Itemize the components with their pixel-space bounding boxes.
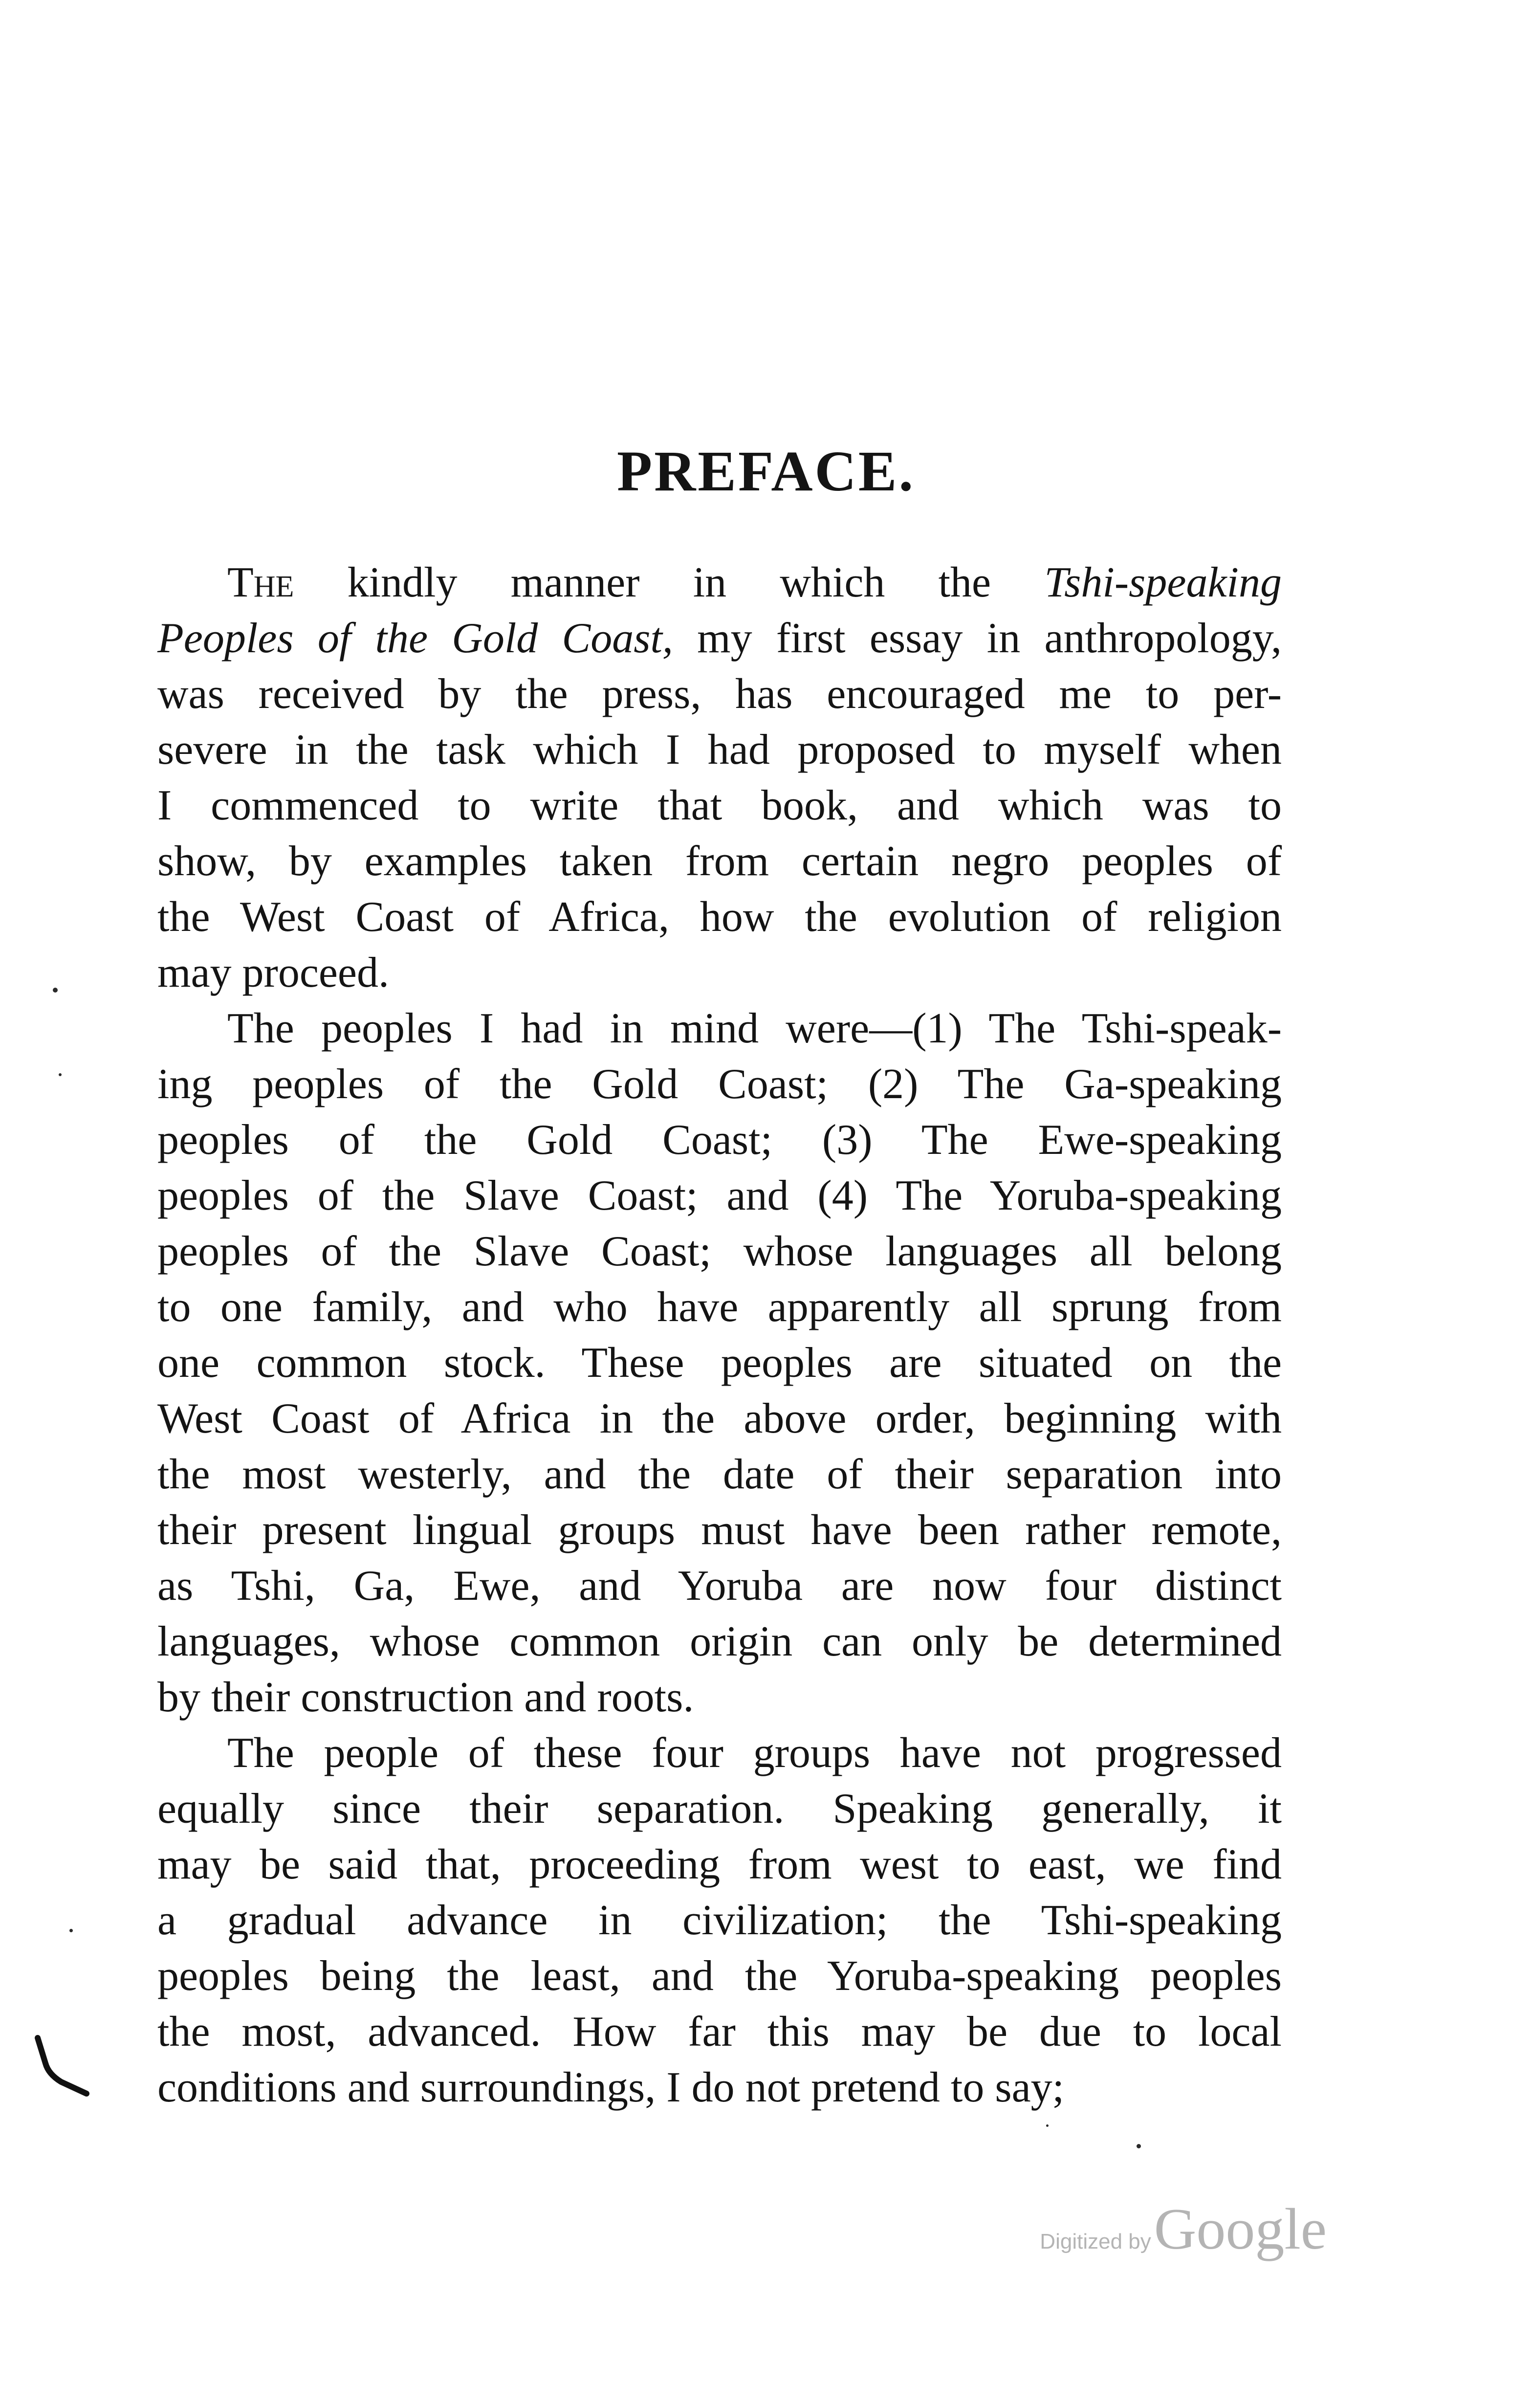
google-logo: Google xyxy=(1154,2196,1327,2261)
scan-speck xyxy=(53,988,58,993)
text-line xyxy=(157,1447,1282,1502)
text-line xyxy=(157,555,1282,611)
text-segment: peoples being the least, and the Yoruba-speaking peoples xyxy=(157,1952,1282,2000)
text-line xyxy=(157,1837,1282,1893)
text-segment: one common stock. These peoples are situated on the xyxy=(157,1339,1282,1387)
text-line xyxy=(157,1614,1282,1670)
text-line xyxy=(157,1057,1282,1112)
scan-speck xyxy=(1046,2124,1049,2127)
text-line xyxy=(157,1335,1282,1391)
text-line xyxy=(157,1948,1282,2004)
text-segment: show, by examples taken from certain negro peoples of xyxy=(157,838,1282,885)
text-line xyxy=(157,611,1282,666)
text-segment: West Coast of Africa in the above order, beginning with xyxy=(157,1395,1282,1442)
text-segment: I commenced to write that book, and which was to xyxy=(157,782,1282,829)
text-segment: kindly manner in which the xyxy=(294,559,1045,606)
text-line xyxy=(157,1391,1282,1447)
text-line xyxy=(157,722,1282,778)
text-line xyxy=(157,945,1282,1001)
text-line xyxy=(157,666,1282,722)
scan-speck xyxy=(69,1929,73,1932)
text-line xyxy=(157,1168,1282,1224)
text-segment: peoples of the Gold Coast; (3) The Ewe-speaking xyxy=(157,1116,1282,1164)
text-line xyxy=(157,778,1282,834)
text-segment: may be said that, proceeding from west to east, we find xyxy=(157,1841,1282,1888)
page-title: PREFACE. xyxy=(617,439,915,503)
text-segment: languages, whose common origin can only be determined xyxy=(157,1618,1282,1665)
paragraph xyxy=(157,1001,1282,1725)
paragraph xyxy=(157,555,1282,1001)
text-segment: severe in the task which I had proposed to myself when xyxy=(157,726,1282,773)
text-segment: equally since their separation. Speaking generally, it xyxy=(157,1785,1282,1833)
text-segment: the most, advanced. How far this may be due to local xyxy=(157,2008,1282,2055)
scan-scratch xyxy=(27,2029,95,2102)
text-line xyxy=(157,2004,1282,2060)
text-segment: may proceed. xyxy=(157,949,389,996)
text-line xyxy=(157,834,1282,889)
text-segment: ing peoples of the Gold Coast; (2) The Ga-speaking xyxy=(157,1060,1282,1108)
text-line xyxy=(157,1670,1282,1725)
text-segment: as Tshi, Ga, Ewe, and Yoruba are now four distinct xyxy=(157,1562,1282,1610)
text-segment: the most westerly, and the date of their separation into xyxy=(157,1451,1282,1498)
text-line xyxy=(157,1725,1282,1781)
digitized-label: Digitized by xyxy=(1040,2230,1151,2253)
text-line xyxy=(157,1224,1282,1280)
italic-text: Peoples of the Gold Coast, xyxy=(157,615,673,662)
text-segment: their present lingual groups must have been rather remote, xyxy=(157,1506,1282,1554)
scan-speck xyxy=(1137,2144,1141,2148)
italic-text: Tshi-speaking xyxy=(1044,559,1282,606)
text-segment: the West Coast of Africa, how the evolution of religion xyxy=(157,893,1282,941)
text-line xyxy=(157,2060,1282,2116)
text-segment: to one family, and who have apparently all sprung from xyxy=(157,1283,1282,1331)
body-text xyxy=(157,555,1282,2116)
scan-speck xyxy=(59,1073,62,1076)
text-segment: was received by the press, has encouraged me to per- xyxy=(157,670,1282,718)
text-line xyxy=(157,889,1282,945)
text-segment: my first essay in anthropology, xyxy=(673,615,1282,662)
text-segment: by their construction and roots. xyxy=(157,1674,694,1721)
text-line xyxy=(157,1893,1282,1948)
text-segment: The peoples I had in mind were—(1) The Tshi-speak- xyxy=(227,1005,1282,1052)
text-segment: conditions and surroundings, I do not pretend to say; xyxy=(157,2064,1065,2111)
text-line xyxy=(157,1001,1282,1057)
text-segment: a gradual advance in civilization; the Tshi-speaking xyxy=(157,1897,1282,1944)
digitized-by-watermark xyxy=(1040,2195,1327,2263)
text-segment: The people of these four groups have not progressed xyxy=(227,1729,1282,1777)
paragraph xyxy=(157,1725,1282,2116)
text-line xyxy=(157,1112,1282,1168)
text-line xyxy=(157,1502,1282,1558)
text-segment: peoples of the Slave Coast; and (4) The Yoruba-speaking xyxy=(157,1172,1282,1219)
small-caps-text: The xyxy=(227,559,294,606)
text-line xyxy=(157,1558,1282,1614)
text-segment: peoples of the Slave Coast; whose languages all belong xyxy=(157,1228,1282,1275)
text-line xyxy=(157,1280,1282,1335)
text-line xyxy=(157,1781,1282,1837)
